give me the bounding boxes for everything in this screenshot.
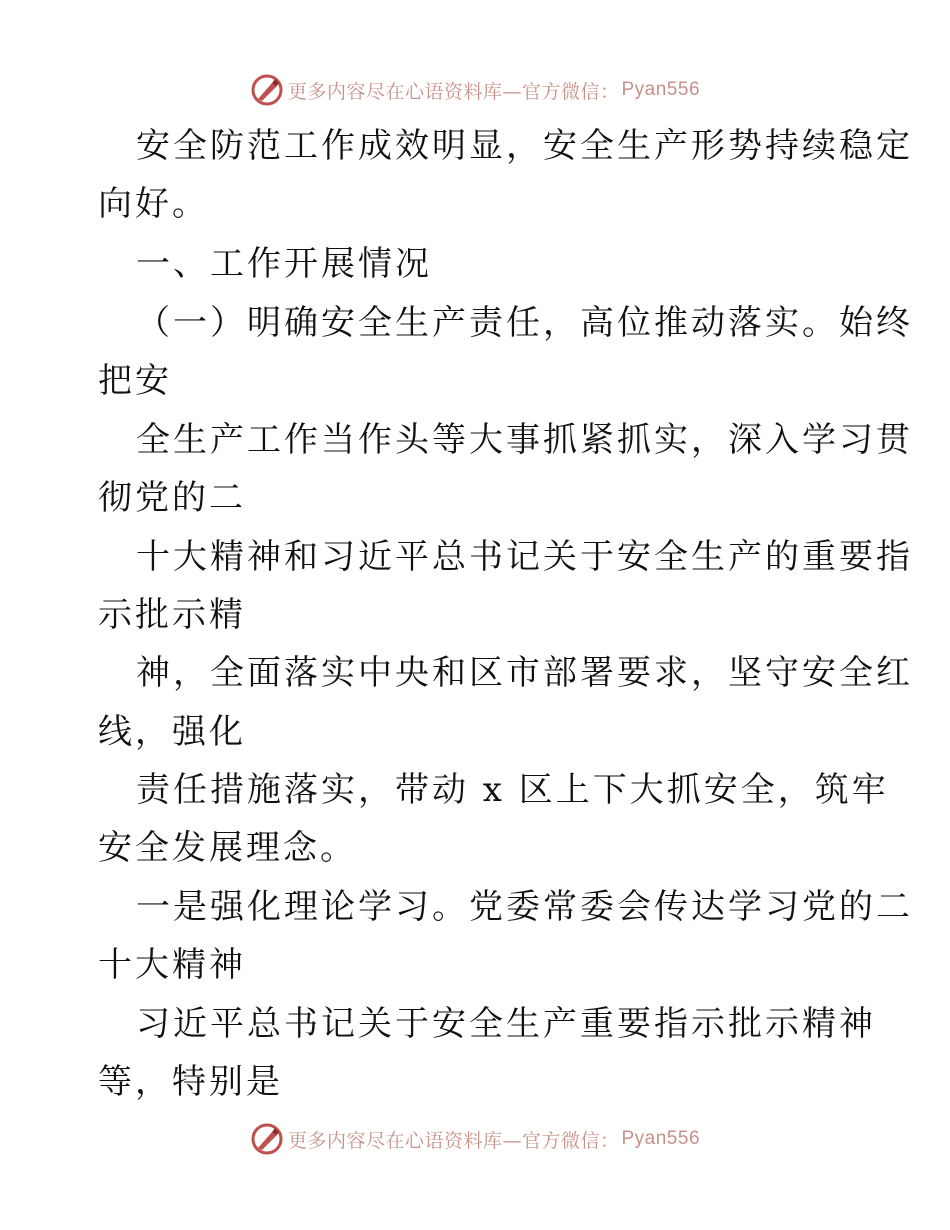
paragraph-line: 示批示精 (98, 595, 246, 635)
paragraph-line: 习近平总书记关于安全生产重要指示批示精神 (136, 1004, 876, 1044)
paragraph-line: 彻党的二 (98, 478, 246, 518)
footer-watermark (0, 1122, 950, 1156)
header-watermark (0, 73, 950, 107)
paragraph-line: 十大精神 (98, 945, 246, 985)
paragraph-line: 十大精神和习近平总书记关于安全生产的重要指 (136, 537, 913, 577)
paragraph-line: 神，全面落实中央和区市部署要求，坚守安全红 (136, 653, 913, 693)
pen-logo-icon (250, 73, 284, 107)
paragraph-line: 线，强化 (98, 712, 246, 752)
watermark-handle: Pyan556 (621, 79, 701, 100)
paragraph-line: 安全防范工作成效明显，安全生产形势持续稳定 (136, 126, 913, 166)
paragraph-line: （一）明确安全生产责任，高位推动落实。始终 (136, 303, 913, 343)
paragraph-line: 责任措施落实，带动 x 区上下大抓安全，筑牢 (136, 770, 889, 810)
section-heading: 一、工作开展情况 (136, 244, 432, 284)
watermark-text: 更多内容尽在心语资料库—官方微信： (287, 80, 620, 103)
paragraph-line: 向好。 (98, 184, 209, 224)
watermark-handle: Pyan556 (621, 1128, 701, 1149)
paragraph-line: 一是强化理论学习。党委常委会传达学习党的二 (136, 887, 913, 927)
watermark-text: 更多内容尽在心语资料库—官方微信： (287, 1129, 620, 1152)
paragraph-line: 安全发展理念。 (98, 828, 357, 868)
paragraph-line: 把安 (98, 361, 172, 401)
pen-logo-icon (250, 1122, 284, 1156)
paragraph-line: 等，特别是 (98, 1062, 283, 1102)
paragraph-line: 全生产工作当作头等大事抓紧抓实，深入学习贯 (136, 420, 913, 460)
